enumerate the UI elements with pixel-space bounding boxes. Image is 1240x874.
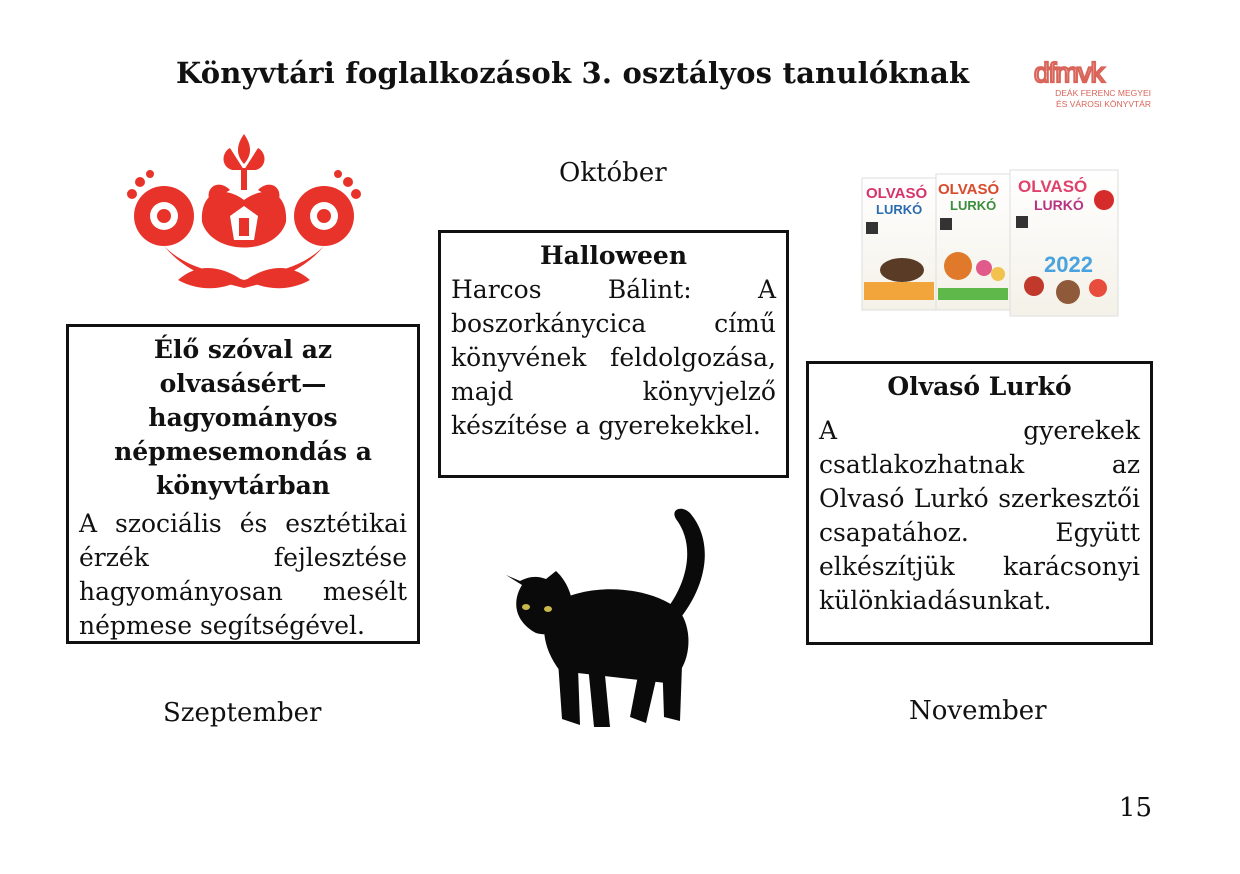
- black-cat-image: [500, 505, 715, 730]
- page-number: 15: [1118, 793, 1152, 823]
- svg-text:OLVASÓ: OLVASÓ: [866, 185, 928, 202]
- svg-text:LURKÓ: LURKÓ: [876, 202, 923, 217]
- elo-szoval-title: Élő szóval az olvasásért—hagyományos népmesemondás a könyvtárban: [114, 335, 372, 500]
- magazine-cover-2: [936, 174, 1010, 310]
- olvaso-lurko-text: A gyerekek csatlakozhatnak az Olvasó Lurkó szerkesztői csapatához. Együtt elkészítjük karácsonyi különkiadásunkat.: [819, 416, 1140, 615]
- svg-text:LURKÓ: LURKÓ: [950, 198, 997, 213]
- logo-subtitle: [1055, 88, 1151, 110]
- folk-flower-icon: [118, 130, 370, 295]
- logo-line-2: ÉS VÁROSI KÖNYVTÁR: [1056, 99, 1151, 109]
- logo-wordmark: dfmvk: [1034, 58, 1104, 88]
- dfmvk-logo-icon: [1030, 58, 1155, 88]
- svg-text:2022: 2022: [1044, 252, 1093, 277]
- month-september: Szeptember: [163, 698, 322, 728]
- elo-szoval-box: [66, 324, 420, 644]
- halloween-box: [438, 230, 789, 478]
- month-november: November: [909, 696, 1047, 726]
- logo-line-1: DEÁK FERENC MEGYEI: [1055, 88, 1151, 98]
- elo-szoval-text: A szociális és esztétikai érzék fejlesztése hagyományosan mesélt népmese segítségével.: [79, 509, 407, 640]
- halloween-title: Halloween: [540, 241, 687, 270]
- olvaso-lurko-title: Olvasó Lurkó: [887, 372, 1072, 401]
- magazine-cover-1: [862, 178, 936, 310]
- month-october: Október: [559, 158, 667, 188]
- library-logo: [1030, 58, 1155, 118]
- svg-text:OLVASÓ: OLVASÓ: [938, 181, 1000, 198]
- page-title: Könyvtári foglalkozások 3. osztályos tanulóknak: [176, 56, 970, 90]
- svg-text:LURKÓ: LURKÓ: [1034, 197, 1084, 213]
- svg-text:OLVASÓ: OLVASÓ: [1018, 177, 1088, 196]
- magazine-cover-3: [1010, 170, 1118, 316]
- halloween-text: Harcos Bálint: A boszorkánycica című könyvének feldolgozása, majd könyvjelző készítése a gyerekekkel.: [451, 275, 776, 440]
- olvaso-lurko-box: [806, 361, 1153, 645]
- olvaso-lurko-magazine-covers-image: [858, 168, 1122, 320]
